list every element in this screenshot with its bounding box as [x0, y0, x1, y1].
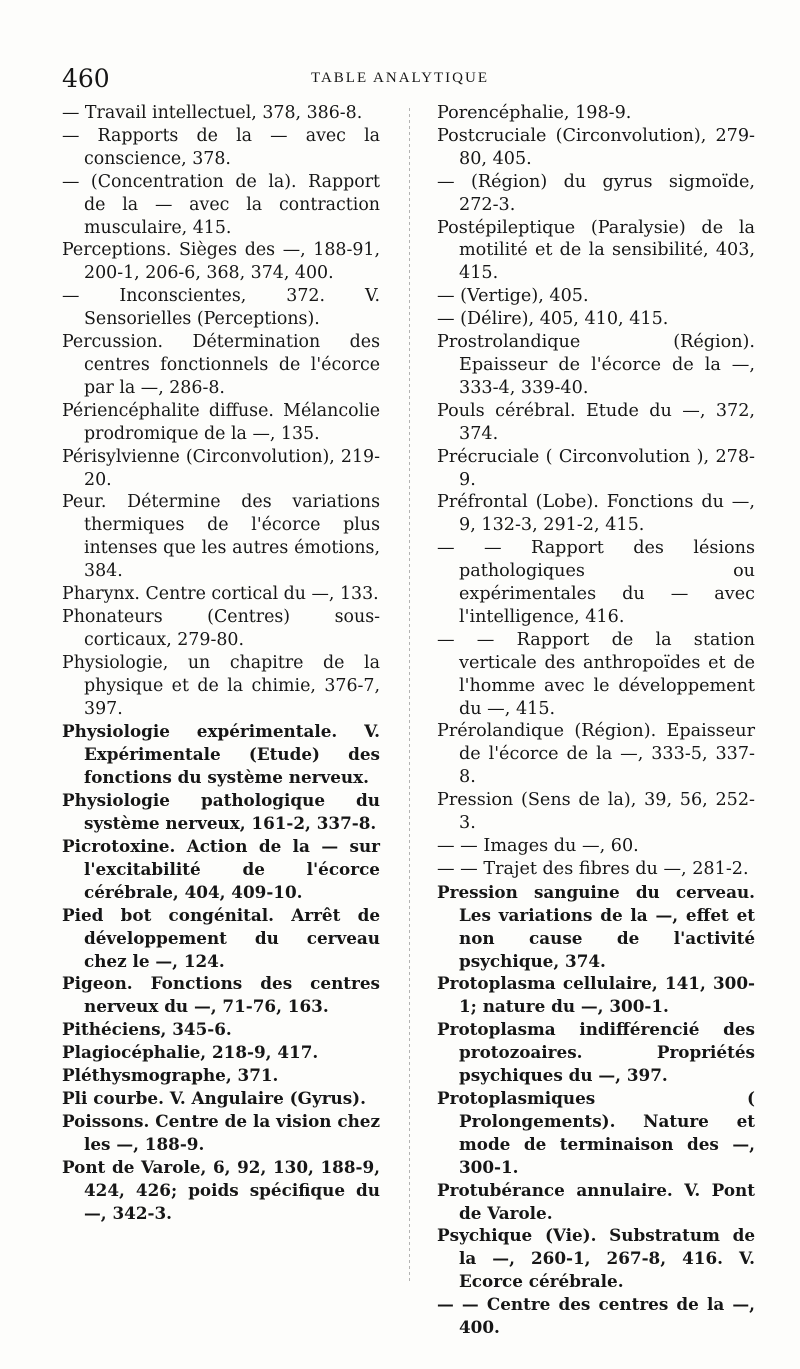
index-entry: Perceptions. Sièges des —, 188-91, 200-1, 206-6, 368, 374, 400. — [62, 240, 380, 284]
index-entry: Périencéphalite diffuse. Mélancolie prodromique de la —, 135. — [62, 400, 380, 444]
index-entry: — (Vertige), 405. — [437, 286, 589, 307]
index-entry: Pression (Sens de la), 39, 56, 252-3. — [437, 790, 755, 834]
index-entry: Pression sanguine du cerveau. Les variations de la —, effet et non cause de l'activité psychique, 374. — [437, 881, 755, 971]
index-entry: — (Région) du gyrus sigmoïde, 272-3. — [437, 171, 755, 215]
index-entry: Pithéciens, 345-6. — [62, 1019, 232, 1040]
index-entry: Phonateurs (Centres) sous-corticaux, 279-80. — [62, 606, 380, 650]
index-entry: Pléthysmographe, 371. — [62, 1065, 279, 1086]
index-column-left — [62, 102, 380, 1224]
index-entry: Peur. Détermine des variations thermiques de l'écorce plus intenses que les autres émotions, 384. — [62, 492, 380, 582]
index-entry: Pigeon. Fonctions des centres nerveux du —, 71-76, 163. — [62, 973, 380, 1017]
index-entry: — — Images du —, 60. — [437, 836, 639, 856]
index-entry: — — Rapport de la station verticale des anthropoïdes et de l'homme avec le développement du —, 415. — [437, 629, 755, 719]
index-entry: Physiologie pathologique du système nerveux, 161-2, 337-8. — [62, 790, 380, 834]
index-entry: Préfrontal (Lobe). Fonctions du —, 9, 132-3, 291-2, 415. — [437, 492, 755, 536]
index-entry: Percussion. Détermination des centres fonctionnels de l'écorce par la —, 286-8. — [62, 332, 380, 398]
index-entry: Plagiocéphalie, 218-9, 417. — [62, 1042, 319, 1063]
index-entry: Postépileptique (Paralysie) de la motilité et de la sensibilité, 403, 415. — [437, 217, 755, 284]
column-rule — [409, 108, 410, 1283]
index-entry: Psychique (Vie). Substratum de la —, 260-1, 267-8, 416. V. Ecorce cérébrale. — [437, 1225, 755, 1292]
index-column-right — [437, 102, 755, 1339]
index-entry: — Rapports de la — avec la conscience, 378. — [62, 125, 380, 169]
index-entry: Périsylvienne (Circonvolution), 219-20. — [62, 446, 380, 490]
index-entry: Poissons. Centre de la vision chez les —, 188-9. — [62, 1110, 380, 1154]
index-entry: — (Délire), 405, 410, 415. — [437, 309, 669, 330]
index-entry: Pharynx. Centre cortical du —, 133. — [62, 584, 379, 605]
index-entry: Prérolandique (Région). Epaisseur de l'écorce de la —, 333-5, 337-8. — [437, 721, 755, 788]
index-entry: Prostrolandique (Région). Epaisseur de l'écorce de la —, 333-4, 339-40. — [437, 332, 755, 398]
index-entry: — Travail intellectuel, 378, 386-8. — [62, 103, 363, 123]
running-head: TABLE ANALYTIQUE — [310, 70, 490, 86]
index-entry: Protoplasma indifférencié des protozoaires. Propriétés psychiques du —, 397. — [437, 1019, 755, 1086]
page-number: 460 — [62, 64, 110, 93]
index-entry: Pli courbe. V. Angulaire (Gyrus). — [62, 1087, 366, 1108]
index-entry: Protoplasma cellulaire, 141, 300-1; nature du —, 300-1. — [437, 973, 755, 1017]
index-entry: Pied bot congénital. Arrêt de développement du cerveau chez le —, 124. — [62, 904, 380, 971]
index-entry: Physiologie, un chapitre de la physique et de la chimie, 376-7, 397. — [62, 652, 380, 719]
index-entry: Porencéphalie, 198-9. — [437, 103, 632, 123]
index-entry: — — Trajet des fibres du —, 281-2. — [437, 858, 749, 879]
index-entry: Précruciale ( Circonvolution ), 278-9. — [437, 446, 755, 490]
index-entry: Picrotoxine. Action de la — sur l'excitabilité de l'écorce cérébrale, 404, 409-10. — [62, 836, 380, 902]
index-entry: — — Centre des centres de la —, 400. — [437, 1294, 755, 1338]
index-entry: Postcruciale (Circonvolution), 279-80, 405. — [437, 125, 755, 169]
index-entry: — (Concentration de la). Rapport de la — avec la contraction musculaire, 415. — [62, 171, 380, 238]
index-entry: Physiologie expérimentale. V. Expérimentale (Etude) des fonctions du système nerveux. — [62, 721, 380, 788]
index-entry: Protoplasmiques ( Prolongements). Nature et mode de terminaison des —, 300-1. — [437, 1087, 755, 1177]
index-entry: Pouls cérébral. Etude du —, 372, 374. — [437, 400, 755, 444]
index-entry: — Inconscientes, 372. V. Sensorielles (Perceptions). — [62, 286, 380, 330]
index-entry: Pont de Varole, 6, 92, 130, 188-9, 424, 426; poids spécifique du —, 342-3. — [62, 1156, 380, 1223]
index-entry: — — Rapport des lésions pathologiques ou expérimentales du — avec l'intelligence, 416. — [437, 538, 755, 627]
index-entry: Protubérance annulaire. V. Pont de Varole. — [437, 1179, 755, 1223]
